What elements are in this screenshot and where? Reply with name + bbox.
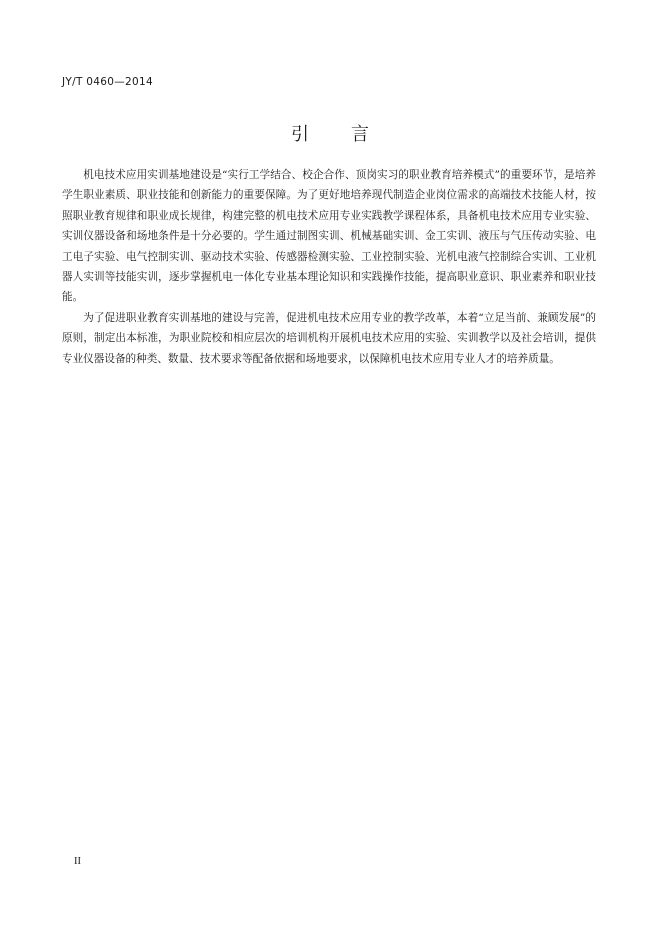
standard-code: JY/T 0460—2014: [62, 76, 153, 88]
page-number: II: [74, 856, 81, 867]
paragraph: 机电技术应用实训基地建设是“实行工学结合、校企合作、顶岗实习的职业教育培养模式”的重要环节，是培养学生职业素质、职业技能和创新能力的重要保障。为了更好地培养现代制造企业岗位需求的高端技术技能人材，按照职业教育规律和职业成长规律，构建完整的机电技术应用专业实践教学课程体系，具备机电技术应用专业实验、实训仪器设备和场地条件是十分必要的。学生通过制图实训、机械基础实训、金工实训、液压与气压传动实验、电工电子实验、电气控制实训、驱动技术实验、传感器检测实验、工业控制实验、光机电液气控制综合实训、工业机器人实训等技能实训，逐步掌握机电一体化专业基本理论知识和实践操作技能，提高职业意识、职业素养和职业技能。: [62, 169, 596, 304]
paragraph: 为了促进职业教育实训基地的建设与完善，促进机电技术应用专业的教学改革，本着“立足当前、兼顾发展”的原则，制定出本标准，为职业院校和相应层次的培训机构开展机电技术应用的实验、实训教学以及社会培训，提供专业仪器设备的种类、数量、技术要求等配备依据和场地要求，以保障机电技术应用专业人才的培养质量。: [62, 311, 596, 365]
page-title: 引 言: [291, 124, 371, 145]
document-body: [62, 165, 596, 369]
